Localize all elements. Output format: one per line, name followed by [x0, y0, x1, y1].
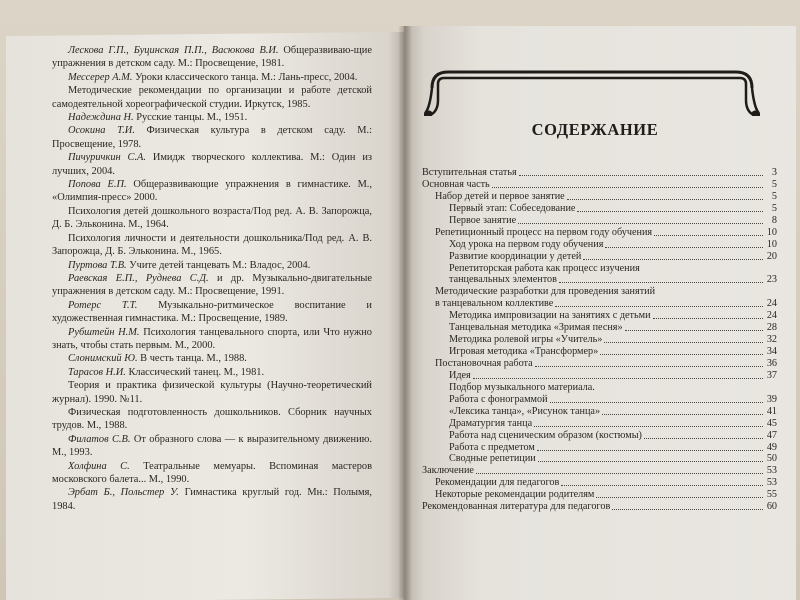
bibliography-text: Физическая подготовленность дошкольников. Сборник научных трудов. М., 1988. — [52, 406, 372, 432]
toc-leader-dots — [602, 414, 763, 415]
toc-leader-dots — [561, 485, 763, 486]
toc-entry[interactable] — [422, 358, 777, 370]
bibliography-list — [52, 44, 372, 513]
toc-entry-text: Работа с фонограммой — [449, 393, 548, 405]
bibliography-text: От образного слова — к выразительному движению. М., 1993. — [52, 433, 372, 459]
toc-leader-dots — [559, 282, 763, 283]
bibliography-entry — [52, 151, 372, 178]
bibliography-text: Гимнастика круглый год. Мн.: Полымя, 1984. — [52, 487, 372, 512]
bibliography-entry — [52, 326, 372, 353]
toc-entry[interactable] — [422, 465, 777, 477]
toc-leader-dots — [596, 497, 763, 498]
bibliography-entry — [52, 44, 372, 71]
bibliography-entry — [52, 433, 372, 460]
toc-page-number: 32 — [766, 334, 777, 346]
toc-entry[interactable] — [422, 274, 777, 286]
bibliography-text: Психология танцевального спорта, или Что нужно знать, чтобы стать первым. М., 2000. — [52, 326, 372, 351]
bibliography-author: Рубштейн Н.М. — [68, 326, 140, 338]
toc-page-number: 53 — [766, 477, 777, 489]
bibliography-author: Эрбат Б., Польстер У. — [68, 487, 179, 499]
toc-entry[interactable] — [422, 454, 777, 466]
toc-entry[interactable] — [422, 179, 777, 191]
bibliography-entry — [52, 366, 372, 379]
bibliography-text: Общеразвиваю-щие упражнения в детском саду. М.: Просвещение, 1981. — [52, 45, 372, 70]
bibliography-text: Теория и практика физической культуры (Научно-теоретический журнал). 1990. №11. — [52, 380, 372, 405]
toc-entry-text: Вступительная статья — [422, 166, 517, 178]
bibliography-entry — [52, 178, 372, 205]
toc-entry-text: Развитие координации у детей — [449, 250, 582, 262]
toc-leader-dots — [534, 426, 763, 427]
toc-entry-text: Драматургия танца — [449, 417, 533, 429]
toc-leader-dots — [473, 378, 763, 379]
toc-page-number: 5 — [771, 202, 777, 214]
toc-entry-text: Идея — [449, 369, 471, 381]
toc-entry-text: Репетиционный процесс на первом году обучения — [435, 226, 653, 238]
toc-page-number: 24 — [766, 310, 777, 322]
toc-entry-text: Работа с предметом — [449, 441, 535, 453]
bibliography-entry — [52, 352, 372, 365]
bibliography-text: Физическая культура в детском саду. М.: Просвещение, 1978. — [52, 125, 372, 150]
toc-entry-text: «Лексика танца», «Рисунок танца» — [449, 405, 601, 417]
toc-entry[interactable] — [422, 322, 777, 334]
toc-entry-text: Методические разработки для проведения занятий — [435, 286, 656, 298]
bibliography-text: Общеразвивающие упражнения в гимнастике. М., «Олимпия-пресс» 2000. — [52, 179, 372, 204]
bibliography-author: Пуртова Т.В. — [68, 259, 127, 271]
bibliography-author: Надеждина Н. — [68, 112, 134, 124]
toc-page-number: 5 — [771, 190, 777, 202]
toc-entry-text: танцевальных элементов — [449, 274, 557, 286]
toc-entry[interactable] — [422, 406, 777, 418]
toc-entry-text: Танцевальная методика «Зримая песня» — [449, 322, 623, 334]
toc-leader-dots — [653, 318, 763, 319]
bibliography-entry — [52, 299, 372, 326]
toc-entry-text: Первое занятие — [449, 214, 517, 226]
bibliography-author: Лескова Г.П., Буцинская П.П., Васюкова В.И. — [68, 45, 279, 56]
toc-page-number: 60 — [766, 501, 777, 513]
toc-entry-text: Игровая методика «Трансформер» — [449, 346, 599, 358]
toc-entry-text: Основная часть — [422, 178, 490, 190]
toc-entry-text: Постановочная работа — [435, 357, 533, 369]
toc-entry[interactable] — [422, 370, 777, 382]
toc-leader-dots — [600, 354, 763, 355]
bibliography-text: Имидж творческого коллектива. М.: Один из лучших, 2004. — [52, 152, 372, 177]
frame-left-swirl — [425, 78, 759, 116]
toc-page-number: 50 — [766, 453, 777, 465]
toc-page-number: 49 — [766, 441, 777, 453]
bibliography-entry — [52, 232, 372, 259]
bibliography-text: Психология личности и деятельности дошкольника/Под ред. А. В. Запорожца, Д. Б. Эльконина. М., 1965. — [52, 232, 372, 258]
toc-entry[interactable] — [422, 442, 777, 454]
toc-page-number: 47 — [766, 429, 777, 441]
toc-entry[interactable] — [422, 239, 777, 251]
ornamental-frame — [424, 66, 760, 116]
toc-entry[interactable] — [422, 489, 777, 501]
book-gutter — [398, 26, 412, 600]
toc-leader-dots — [567, 199, 763, 200]
toc-page-number: 23 — [766, 274, 777, 286]
toc-entry[interactable] — [422, 418, 777, 430]
toc-page-number: 45 — [766, 417, 777, 429]
toc-page-number: 53 — [766, 465, 777, 477]
toc-entry-text: Рекомендованная литература для педагогов — [422, 501, 611, 513]
toc-entry-text: в танцевальном коллективе — [435, 298, 554, 310]
bibliography-entry — [52, 124, 372, 151]
toc-entry[interactable] — [422, 430, 777, 442]
bibliography-author: Пичуричкин С.А. — [68, 152, 147, 164]
toc-leader-dots — [612, 509, 763, 510]
bibliography-author: Холфина С. — [68, 460, 130, 472]
toc-entry[interactable] — [422, 215, 777, 227]
toc-entry[interactable] — [422, 346, 777, 358]
toc-page-number: 34 — [766, 346, 777, 358]
bibliography-entry — [52, 460, 372, 487]
toc-leader-dots — [537, 450, 763, 451]
toc-leader-dots — [625, 330, 763, 331]
toc-leader-dots — [519, 175, 763, 176]
frame-top-line — [432, 72, 752, 88]
toc-entry[interactable] — [422, 203, 777, 215]
toc-entry-text: Рекомендации для педагогов — [435, 477, 560, 489]
toc-entry[interactable] — [422, 227, 777, 239]
bibliography-entry — [52, 84, 372, 111]
toc-page-number: 20 — [766, 250, 777, 262]
toc-entry-text: Сводные репетиции — [449, 453, 536, 465]
toc-leader-dots — [550, 402, 763, 403]
bibliography-text: Театральные мемуары. Вспоминая мастеров московского балета... М., 1990. — [52, 460, 373, 485]
toc-entry-text: Подбор музыкального материала. — [449, 381, 595, 393]
toc-entry[interactable] — [422, 310, 777, 322]
toc-entry[interactable] — [422, 382, 777, 394]
bibliography-text: Методические рекомендации по организации и работе детской самодеятельной хореографической студии. Иркутск, 1985. — [52, 85, 372, 110]
bibliography-author: Осокина Т.И. — [68, 125, 135, 137]
toc-leader-dots — [577, 211, 763, 212]
toc-entry[interactable] — [422, 501, 777, 513]
toc-page-number: 36 — [766, 357, 777, 369]
toc-page-number: 37 — [766, 369, 777, 381]
bibliography-entry — [52, 379, 372, 406]
bibliography-entry — [52, 71, 372, 84]
toc-entry-text: Первый этап: Собеседование — [449, 202, 576, 214]
toc-leader-dots — [605, 247, 763, 248]
table-of-contents — [422, 167, 777, 513]
bibliography-author: Тарасов Н.И. — [68, 366, 126, 378]
toc-page-number: 55 — [766, 489, 777, 501]
toc-page-number: 10 — [766, 238, 777, 250]
bibliography-author: Попова Е.П. — [68, 179, 127, 191]
toc-leader-dots — [518, 223, 763, 224]
toc-leader-dots — [535, 366, 763, 367]
toc-page-number: 24 — [766, 298, 777, 310]
bibliography-text: Классический танец. М., 1981. — [125, 366, 265, 378]
toc-entry[interactable] — [422, 477, 777, 489]
toc-entry-text: Работа над сценическим образом (костюмы) — [449, 429, 642, 441]
toc-entry-text: Некоторые рекомендации родителям — [435, 489, 595, 501]
toc-page-number: 10 — [766, 226, 777, 238]
bibliography-entry — [52, 259, 372, 272]
toc-leader-dots — [492, 187, 763, 188]
toc-entry-text: Набор детей и первое занятие — [435, 190, 565, 202]
toc-page-number: 28 — [766, 322, 777, 334]
bibliography-text: Учите детей танцевать М.: Владос, 2004. — [126, 259, 311, 271]
bibliography-text: и др. Музыкально-двигательные упражнения в детском саду. М.: Просвещение, 1991. — [52, 272, 372, 298]
toc-page-number: 8 — [771, 214, 777, 226]
toc-entry[interactable] — [422, 251, 777, 263]
bibliography-text: Психология детей дошкольного возраста/Под ред. А. В. Запорожца, Д. Б. Эльконина. М., 1964. — [52, 205, 372, 231]
toc-entry[interactable] — [422, 167, 777, 179]
toc-entry[interactable] — [422, 298, 777, 310]
toc-entry[interactable] — [422, 191, 777, 203]
bibliography-author: Слонимский Ю. — [68, 353, 138, 365]
bibliography-author: Мессерер А.М. — [68, 71, 133, 83]
toc-page-number: 41 — [766, 405, 777, 417]
toc-page-number: 5 — [771, 178, 777, 190]
toc-leader-dots — [476, 473, 763, 474]
toc-entry-text: Заключение — [422, 465, 474, 477]
toc-title: СОДЕРЖАНИЕ — [531, 120, 659, 139]
toc-page-number: 3 — [771, 166, 777, 178]
bibliography-entry — [52, 272, 372, 299]
toc-leader-dots — [644, 438, 763, 439]
bibliography-author: Раевская Е.П., Руднева С.Д. — [68, 272, 209, 284]
toc-entry-text: Ход урока на первом году обучения — [449, 238, 604, 250]
bibliography-text: Уроки классического танца. М.: Лань-пресс, 2004. — [132, 71, 358, 83]
bibliography-entry — [52, 486, 372, 513]
bibliography-entry — [52, 111, 372, 124]
toc-leader-dots — [583, 259, 763, 260]
bibliography-entry — [52, 205, 372, 232]
toc-leader-dots — [538, 461, 763, 462]
toc-entry-text: Репетиторская работа как процесс изучения — [449, 262, 640, 274]
toc-entry[interactable] — [422, 394, 777, 406]
bibliography-author: Филатов С.В. — [68, 433, 131, 445]
toc-entry[interactable] — [422, 334, 777, 346]
bibliography-author: Ротерс Т.Т. — [68, 299, 138, 311]
bibliography-entry — [52, 406, 372, 433]
bibliography-text: В честь танца. М., 1988. — [137, 353, 247, 365]
toc-page-number: 39 — [766, 393, 777, 405]
bibliography-text: Музыкально-ритмическое воспитание и художественная гимнастика. М.: Просвещение, 1989. — [52, 299, 372, 325]
toc-leader-dots — [555, 306, 763, 307]
toc-leader-dots — [604, 342, 763, 343]
bibliography-text: Русские танцы. М., 1951. — [133, 112, 248, 124]
toc-entry-text: Методика ролевой игры «Учитель» — [449, 334, 603, 346]
toc-leader-dots — [654, 235, 763, 236]
toc-entry-text: Методика импровизации на занятиях с детьми — [449, 310, 651, 322]
